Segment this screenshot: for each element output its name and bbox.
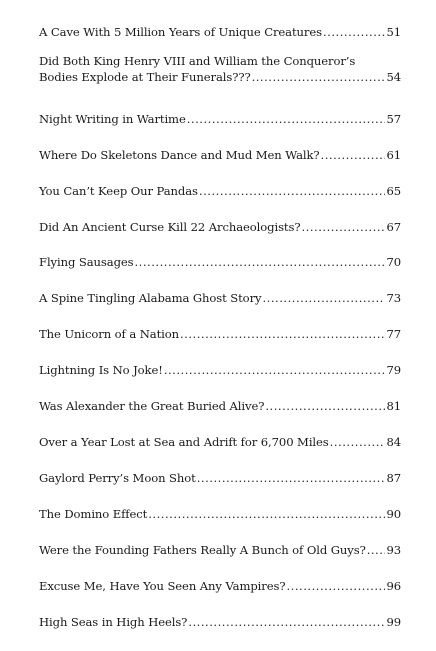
leader-dots [164,362,386,378]
leader-dots [265,398,385,414]
toc-entry-page: 93 [386,543,401,557]
toc-entry-title: Excuse Me, Have You Seen Any Vampires? [39,579,286,593]
leader-dots [367,542,386,558]
toc-entry-title: Night Writing in Wartime [39,112,186,126]
toc-entry-page: 65 [386,184,401,198]
toc-entry-title: Were the Founding Fathers Really A Bunch of Old Guys? [39,543,366,557]
toc-entry-title: Over a Year Lost at Sea and Adrift for 6,700 Miles [39,435,329,449]
toc-entry-title-line2: Bodies Explode at Their Funerals??? [39,70,251,84]
toc-entry[interactable] [39,163,401,199]
toc-entry-title: Gaylord Perry’s Moon Shot [39,471,196,485]
toc-entry[interactable] [39,450,401,486]
toc-entry[interactable] [39,235,401,270]
toc-entry[interactable] [39,16,401,40]
toc-entry-title: A Cave With 5 Million Years of Unique Creatures [39,25,322,39]
toc-entry-title: The Domino Effect [39,507,148,521]
toc-entry-page: 70 [386,255,401,269]
toc-entry[interactable] [39,40,401,90]
leader-dots [148,506,385,522]
leader-dots [252,69,386,85]
toc-entry[interactable] [39,342,401,378]
toc-entry-page: 96 [386,579,401,593]
toc-entry-page: 99 [386,615,401,629]
leader-dots [330,434,386,450]
leader-dots [135,254,386,270]
toc-entry-page: 90 [386,507,401,521]
toc-entry[interactable] [39,414,401,450]
toc-entry[interactable] [39,522,401,558]
toc-entry-title-line1: Did Both King Henry VIII and William the Conqueror’s [39,54,356,68]
toc-entry-page: 67 [386,220,401,234]
toc-entry[interactable] [39,306,401,342]
toc-entry-title: Lightning Is No Joke! [39,363,163,377]
leader-dots [301,219,385,235]
toc-entry[interactable] [39,558,401,594]
toc-entry-page: 79 [386,363,401,377]
toc-entry-title: Where Do Skeletons Dance and Mud Men Walk? [39,148,320,162]
toc-entry-page: 81 [386,399,401,413]
toc-entry-title: The Unicorn of a Nation [39,327,179,341]
leader-dots [323,24,385,40]
toc-entry[interactable] [39,378,401,414]
toc-entry-page: 77 [386,327,401,341]
toc-entry-page: 87 [386,471,401,485]
leader-dots [188,614,385,630]
toc-entry-page: 51 [386,25,401,39]
toc-entry-title: Flying Sausages [39,255,134,269]
toc-entry-title: High Seas in High Heels? [39,615,188,629]
toc-entry[interactable] [39,486,401,522]
toc-entry[interactable] [39,199,401,235]
toc-entry-title: You Can’t Keep Our Pandas [39,184,198,198]
toc-entry-title: Did An Ancient Curse Kill 22 Archaeologists? [39,220,301,234]
leader-dots [197,470,386,486]
leader-dots [199,183,386,199]
toc-entry[interactable] [39,594,401,630]
toc-entry-page: 84 [386,435,401,449]
toc-entry-title: A Spine Tingling Alabama Ghost Story [39,291,262,305]
toc-entry[interactable] [39,127,401,163]
toc-entry-page: 57 [386,112,401,126]
toc-entry-title: Was Alexander the Great Buried Alive? [39,399,265,413]
toc-entry-page: 73 [386,291,401,305]
leader-dots [187,111,386,127]
toc-entry[interactable] [39,270,401,306]
leader-dots [286,578,385,594]
leader-dots [180,326,385,342]
toc-entry[interactable] [39,90,401,127]
leader-dots [262,290,385,306]
toc-entry-page: 61 [386,148,401,162]
toc-entry-page: 54 [386,70,401,84]
table-of-contents [39,16,401,630]
leader-dots [321,147,386,163]
toc-entry-line2 [39,69,401,85]
